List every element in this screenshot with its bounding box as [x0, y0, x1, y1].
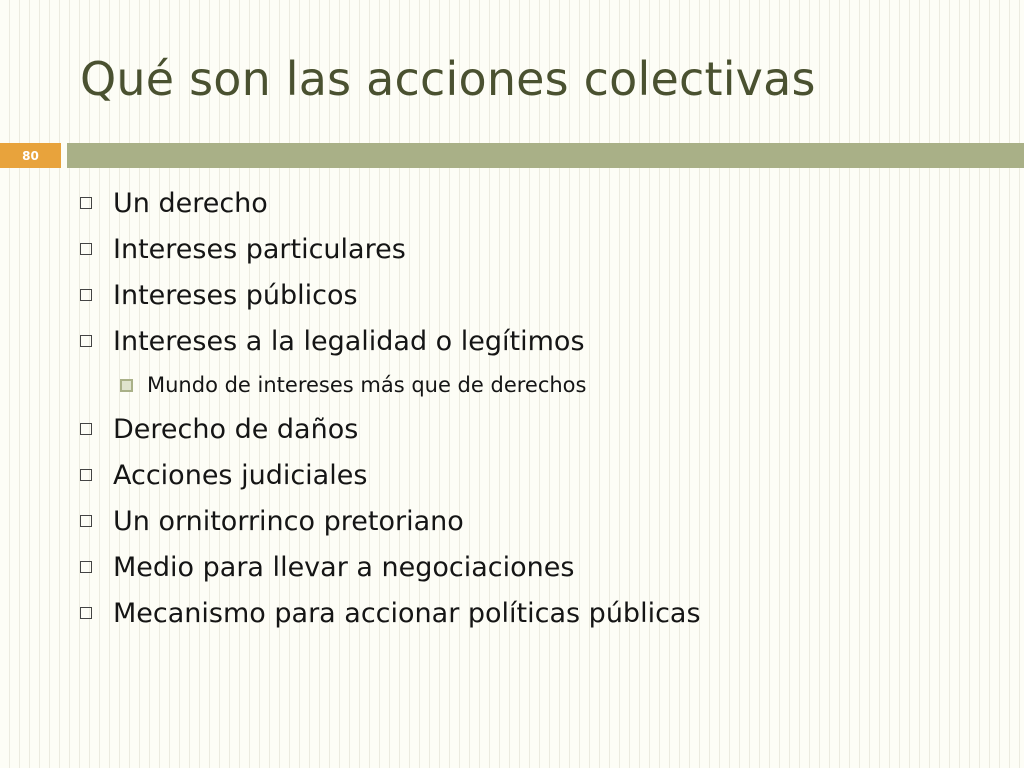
bullet-item [80, 272, 701, 318]
bullet-item [80, 318, 701, 364]
hollow-square-bullet-icon [80, 561, 92, 573]
hollow-square-bullet-icon [80, 289, 92, 301]
slide-number-badge [0, 143, 61, 168]
slide-number: 80 [22, 148, 39, 163]
hollow-square-bullet-icon [80, 469, 92, 481]
bullet-item [80, 406, 701, 452]
bullet-text: Intereses públicos [113, 279, 358, 311]
bullet-text: Intereses particulares [113, 233, 406, 265]
hollow-square-bullet-icon [80, 335, 92, 347]
bullet-text: Intereses a la legalidad o legítimos [113, 325, 585, 357]
bullet-text: Derecho de daños [113, 413, 359, 445]
hollow-square-bullet-icon [80, 423, 92, 435]
bullet-text: Un derecho [113, 187, 268, 219]
bullet-item [80, 226, 701, 272]
hollow-square-bullet-icon [80, 243, 92, 255]
bullet-item [80, 544, 701, 590]
bullet-list [80, 180, 701, 636]
bullet-text: Mecanismo para accionar políticas públicas [113, 597, 701, 629]
hollow-square-bullet-icon [80, 197, 92, 209]
bullet-item [80, 452, 701, 498]
bullet-item [80, 498, 701, 544]
bullet-item [80, 180, 701, 226]
filled-square-bullet-icon [120, 379, 133, 392]
slide-title: Qué son las acciones colectivas [80, 52, 816, 106]
hollow-square-bullet-icon [80, 515, 92, 527]
bullet-text: Un ornitorrinco pretoriano [113, 505, 464, 537]
hollow-square-bullet-icon [80, 607, 92, 619]
sub-bullet-item [80, 364, 701, 406]
sub-bullet-text: Mundo de intereses más que de derechos [147, 373, 587, 397]
title-divider-bar [67, 143, 1024, 168]
bullet-text: Medio para llevar a negociaciones [113, 551, 575, 583]
bullet-item [80, 590, 701, 636]
bullet-text: Acciones judiciales [113, 459, 368, 491]
